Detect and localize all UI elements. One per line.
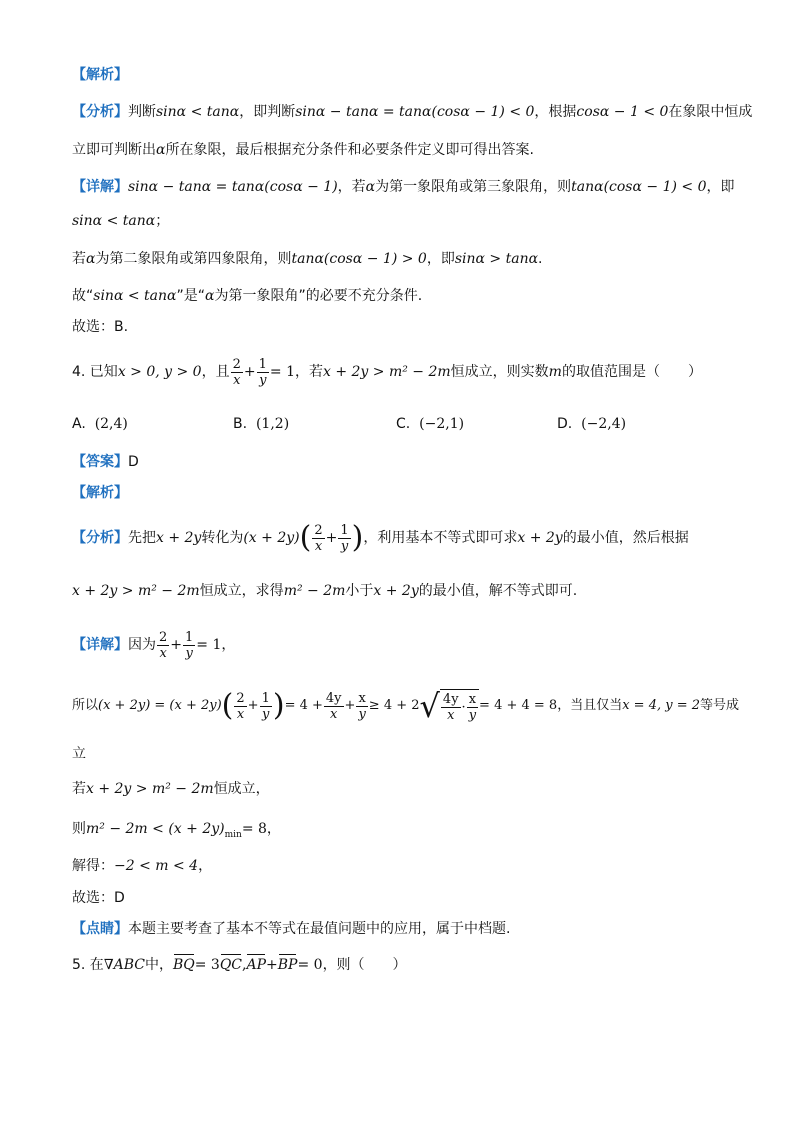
text: . <box>538 251 543 267</box>
detail-line-2 <box>72 212 169 230</box>
denominator: x <box>447 708 455 723</box>
denominator: x <box>159 645 167 661</box>
math-expr: x + 2y <box>156 530 202 546</box>
text: 因为 <box>128 637 156 653</box>
text: ； <box>155 213 170 229</box>
text: 为第一象限角”的必要不充分条件. <box>214 288 423 304</box>
vector: BP <box>277 957 298 973</box>
text: 恒成立， <box>213 781 270 797</box>
analysis-label: 【分析】 <box>72 530 128 546</box>
math-expr: m <box>548 364 562 380</box>
question-4 <box>72 355 702 389</box>
text: 先把 <box>128 530 156 546</box>
text: 恒成立，求得 <box>199 583 284 599</box>
text: 所在象限，最后根据充分条件和必要条件定义即可得出答案. <box>165 142 534 158</box>
denominator: x <box>330 706 338 722</box>
section-jiexi-header: 【解析】 <box>72 67 128 83</box>
math-expr: sinα < tanα <box>72 213 156 229</box>
plus-sign: + <box>325 530 338 546</box>
fraction <box>324 691 344 722</box>
math-expr: x = 4, y = 2 <box>622 698 701 713</box>
fraction <box>231 357 243 388</box>
text: ， <box>266 821 281 837</box>
math-expr: m² − 2m <box>283 583 346 599</box>
square-root <box>420 689 480 723</box>
numerator: 4y <box>442 692 459 707</box>
math-expr: sinα > tanα <box>454 251 539 267</box>
option-d-value: (−2,4) <box>581 416 627 432</box>
math-expr: tanα(cosα − 1) > 0 <box>291 251 427 267</box>
q4-ruo-line <box>72 780 270 798</box>
text: ，即 <box>426 251 455 267</box>
numerator: 1 <box>258 356 267 372</box>
text: 为第一象限角或第三象限角，则 <box>375 179 572 195</box>
math-expr: sinα − tanα = tanα(cosα − 1) < 0 <box>295 104 535 120</box>
dianjing-line <box>72 920 510 938</box>
text: 的取值范围是（ ） <box>561 364 702 380</box>
math-expr: x + 2y > m² − 2m <box>322 364 451 380</box>
fraction <box>441 692 461 723</box>
denominator: x <box>314 538 323 554</box>
text: 为第二象限角或第四象限角，则 <box>95 251 292 267</box>
math-expr: = 1 <box>196 637 222 653</box>
denominator: y <box>259 372 267 388</box>
fraction <box>356 691 367 722</box>
dot: · <box>461 699 466 715</box>
text: ，当且仅当 <box>557 698 623 713</box>
numerator: 1 <box>340 522 349 538</box>
text: 的最小值，然后根据 <box>562 530 689 546</box>
math-expr: ∇ABC <box>103 957 145 973</box>
denominator: y <box>340 538 349 554</box>
analysis-line-1 <box>72 103 752 121</box>
math-expr: = 4 + 4 = 8 <box>479 698 558 713</box>
analysis-line-2 <box>72 141 534 159</box>
option-b[interactable] <box>233 416 289 432</box>
option-a[interactable] <box>72 416 128 432</box>
option-c-value: (−2,1) <box>419 416 465 432</box>
fraction <box>467 692 478 723</box>
denominator: x <box>236 706 245 722</box>
section-jiexi-header-2: 【解析】 <box>72 485 128 501</box>
text: ，即 <box>706 179 735 195</box>
vector: BQ <box>172 957 195 973</box>
math-expr: x + 2y <box>373 583 419 599</box>
option-d-label: D. <box>557 416 573 432</box>
q4-analysis-line-2 <box>72 582 577 600</box>
text: 若 <box>72 781 86 797</box>
radicand <box>440 689 479 723</box>
text: ，若 <box>294 364 323 380</box>
q4-calc-line <box>72 684 739 728</box>
numerator: 2 <box>314 522 323 538</box>
q4-ze-line <box>72 820 281 844</box>
fraction <box>183 630 195 661</box>
option-b-value: (1,2) <box>255 416 290 432</box>
math-expr: = 1 <box>269 364 295 380</box>
text: 所以 <box>72 698 99 713</box>
plus-sign: + <box>170 637 183 653</box>
text: 等号成 <box>700 698 740 713</box>
text: 解得： <box>72 858 114 874</box>
detail-line-1 <box>72 178 734 196</box>
fraction <box>260 691 272 722</box>
q4-calc-line-2: 立 <box>72 746 86 762</box>
conclusion-line <box>72 287 422 305</box>
detail-label: 【详解】 <box>72 637 128 653</box>
math-expr: tanα(cosα − 1) < 0 <box>571 179 707 195</box>
text: 的最小值，解不等式即可. <box>418 583 578 599</box>
plus-sign: + <box>247 698 259 713</box>
option-a-label: A. <box>72 416 86 432</box>
math-expr: cosα − 1 < 0 <box>576 104 669 120</box>
numerator: 1 <box>185 629 194 645</box>
math-expr: ≥ 4 + 2 <box>368 698 420 713</box>
question-number: 5. 在 <box>72 957 104 973</box>
q4-detail-line-1 <box>72 627 235 663</box>
text: 则 <box>72 821 86 837</box>
choice-line-b: 故选：B. <box>72 319 129 335</box>
paren-close: ) <box>272 688 285 723</box>
fraction <box>338 523 350 554</box>
plus-sign: + <box>344 698 356 713</box>
text: 中， <box>144 957 173 973</box>
text: ，且 <box>201 364 230 380</box>
math-expr: (x + 2y) <box>243 530 300 546</box>
text: 恒成立，则实数 <box>450 364 549 380</box>
math-expr: = 8 <box>241 821 267 837</box>
math-expr: sinα − tanα = tanα(cosα − 1) <box>128 179 338 195</box>
comma: , <box>242 957 247 973</box>
q4-analysis-line-1 <box>72 518 689 558</box>
fraction <box>312 523 324 554</box>
text: ，即判断 <box>239 104 296 120</box>
denominator: y <box>185 645 193 661</box>
math-expr: = 0 <box>297 957 323 973</box>
analysis-label: 【分析】 <box>72 104 128 120</box>
text: 若 <box>72 251 86 267</box>
math-expr: = 3 <box>194 957 220 973</box>
math-expr: α <box>156 142 166 158</box>
option-a-value: (2,4) <box>94 416 128 432</box>
fraction <box>157 630 169 661</box>
math-expr: sinα < tanα <box>156 104 240 120</box>
detail-line-3 <box>72 250 543 268</box>
paren-close: ) <box>351 520 364 555</box>
plus-sign: + <box>243 364 256 380</box>
option-b-label: B. <box>233 416 248 432</box>
text: ”是“ <box>176 288 205 304</box>
math-expr: sinα < tanα <box>93 288 177 304</box>
text: ，若 <box>337 179 366 195</box>
math-expr: x + 2y <box>517 530 563 546</box>
answer-line <box>72 453 139 471</box>
numerator: 2 <box>159 629 168 645</box>
math-expr: α <box>205 288 215 304</box>
math-expr: (x + 2y) = (x + 2y) <box>98 698 222 713</box>
math-expr: −2 < m < 4 <box>114 858 199 874</box>
option-c[interactable] <box>396 416 464 432</box>
dianjing-label: 【点睛】 <box>72 921 128 937</box>
text: 本题主要考查了基本不等式在最值问题中的应用，属于中档题. <box>128 921 511 937</box>
math-expr: m² − 2m < (x + 2y) <box>86 821 225 837</box>
text: ，根据 <box>534 104 577 120</box>
numerator: x <box>468 692 477 707</box>
question-number: 4. 已知 <box>72 364 118 380</box>
vector: AP <box>246 957 267 973</box>
math-expr: x + 2y > m² − 2m <box>72 583 200 599</box>
text: ， <box>198 858 213 874</box>
option-c-label: C. <box>396 416 411 432</box>
denominator: y <box>262 706 270 722</box>
numerator: 1 <box>261 690 270 706</box>
question-5 <box>72 956 407 974</box>
choice-line-d: 故选：D <box>72 890 125 906</box>
numerator: x <box>358 690 366 706</box>
paren-open: ( <box>299 520 312 555</box>
denominator: y <box>358 706 366 722</box>
subscript-min: min <box>224 829 242 840</box>
plus-sign: + <box>266 957 278 973</box>
text: 立即可判断出 <box>72 142 156 158</box>
q4-jie-line <box>72 857 212 875</box>
text: 小于 <box>345 583 374 599</box>
vector: QC <box>219 957 243 973</box>
fraction <box>234 691 246 722</box>
denominator: x <box>233 372 241 388</box>
option-d[interactable] <box>557 416 626 432</box>
numerator: 2 <box>236 690 245 706</box>
numerator: 2 <box>232 356 241 372</box>
numerator: 4y <box>325 690 342 706</box>
text: ， <box>221 637 236 653</box>
math-expr: x > 0, y > 0 <box>117 364 202 380</box>
text: 判断 <box>128 104 156 120</box>
detail-label: 【详解】 <box>72 179 128 195</box>
text: ，则（ ） <box>322 957 407 973</box>
fraction <box>257 357 269 388</box>
denominator: y <box>468 708 477 723</box>
paren-open: ( <box>221 688 234 723</box>
text: ，利用基本不等式即可求 <box>363 530 518 546</box>
text: 故“ <box>72 288 94 304</box>
radical-sign: √ <box>419 687 440 725</box>
answer-label: 【答案】 <box>72 454 128 470</box>
math-expr: = 4 + <box>284 698 323 713</box>
text: 在象限中恒成 <box>668 104 753 120</box>
math-expr: x + 2y > m² − 2m <box>86 781 214 797</box>
math-expr: α <box>365 179 376 195</box>
math-expr: α <box>86 251 96 267</box>
answer-value: D <box>128 454 139 470</box>
text: 转化为 <box>201 530 244 546</box>
